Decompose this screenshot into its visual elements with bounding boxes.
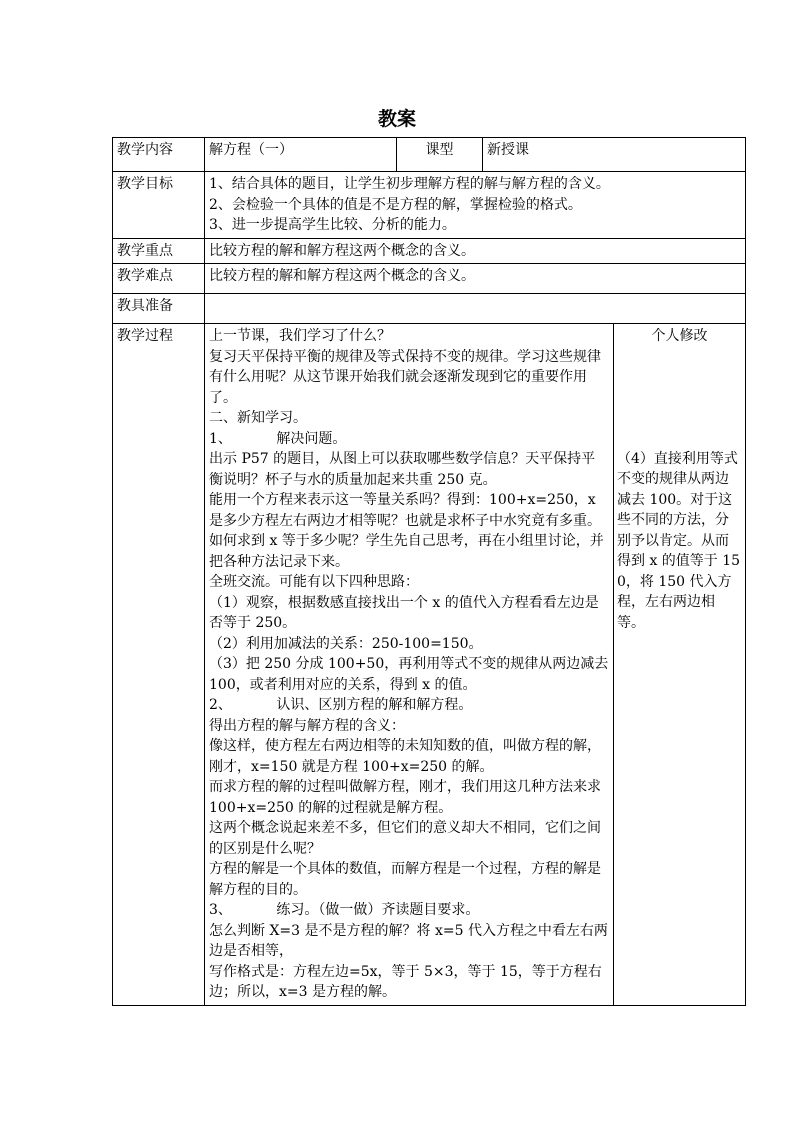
type-label: 课型 [397, 138, 483, 172]
process-line: 上一节课，我们学习了什么？ [209, 328, 391, 344]
row-goals [113, 172, 746, 239]
difficulty-value: 比较方程的解和解方程这两个概念的含义。 [205, 264, 746, 294]
materials-label: 教具准备 [113, 294, 205, 324]
process-body [205, 324, 614, 1006]
process-line: 写作格式是：方程左边=5x，等于 5×3，等于 15，等于方程右边；所以，x=3 是方程的解。 [209, 963, 602, 1000]
goals-label: 教学目标 [113, 172, 205, 239]
process-line: 3、 练习。（做一做）齐读题目要求。 [209, 902, 480, 918]
process-line: （3）把 250 分成 100+50，再利用等式不变的规律从两边减去 100，或者利用对应的关系，得到 x 的值。 [209, 656, 613, 693]
focus-value: 比较方程的解和解方程这两个概念的含义。 [205, 238, 746, 264]
row-focus [113, 238, 746, 264]
goal-line: 1、结合具体的题目，让学生初步理解方程的解与解方程的含义。 [209, 176, 610, 192]
process-line: （2）利用加减法的关系：250-100=150。 [209, 635, 483, 652]
process-line: 像这样，使方程左右两边相等的未知知数的值，叫做方程的解，刚才，x=150 就是方程 100+x=250 的解。 [209, 738, 601, 775]
row-materials [113, 294, 746, 324]
process-line: 这两个概念说起来差不多，但它们的意义却大不相同，它们之间的区别是什么呢？ [209, 820, 601, 857]
modification-note: （4）直接利用等式不变的规律从两边减去 100。对于这些不同的方法，分别予以肯定。从而得到 x 的值等于 150，将 150 代入方程，左右两边相等。 [617, 450, 741, 631]
process-line: 方程的解是一个具体的数值，而解方程是一个过程，方程的解是解方程的目的。 [209, 861, 601, 898]
focus-label: 教学重点 [113, 238, 205, 264]
content-label: 教学内容 [113, 138, 205, 172]
process-line: 得出方程的解与解方程的含义： [209, 717, 405, 734]
process-line: 复习天平保持平衡的规律及等式保持不变的规律。学习这些规律有什么用呢？从这节课开始我们就会逐渐发现到它的重要作用了。 [209, 348, 601, 406]
process-line: （1）观察，根据数感直接找出一个 x 的值代入方程看看左边是否等于 250。 [209, 594, 599, 631]
personal-modification [614, 324, 746, 1006]
process-line: 全班交流。可能有以下四种思路： [209, 574, 419, 590]
process-line: 二、新知学习。 [209, 410, 307, 426]
process-line: 能用一个方程来表示这一等量关系吗？得到：100+x=250，x 是多少方程左右两边才相等呢？也就是求杯子中水究竟有多重。如何求到 x 等于多少呢？学生先自己思考，再在小组里讨论，并把各种方法记录下来。 [209, 492, 604, 570]
modification-header: 个人修改 [651, 328, 708, 344]
goal-line: 3、进一步提高学生比较、分析的能力。 [209, 217, 456, 233]
modification-spacer [617, 347, 742, 449]
goals-value [205, 172, 746, 239]
type-value: 新授课 [483, 138, 746, 172]
process-label: 教学过程 [113, 324, 205, 1006]
goal-line: 2、会检验一个具体的值是不是方程的解，掌握检验的格式。 [209, 196, 582, 213]
content-value: 解方程（一） [205, 138, 397, 172]
lesson-plan-table [112, 137, 746, 1006]
process-line: 出示 P57 的题目，从图上可以获取哪些数学信息？天平保持平衡说明？杯子与水的质量加起来共重 250 克。 [209, 451, 596, 488]
difficulty-label: 教学难点 [113, 264, 205, 294]
row-content [113, 138, 746, 172]
process-line: 而求方程的解的过程叫做解方程，刚才，我们用这几种方法来求 100+x=250 的解的过程就是解方程。 [209, 779, 606, 816]
process-line: 怎么判断 X=3 是不是方程的解？将 x=5 代入方程之中看左右两边是否相等， [209, 922, 608, 959]
process-line: 1、 解决问题。 [209, 430, 347, 447]
row-process [113, 324, 746, 1006]
process-line: 2、 认识、区别方程的解和解方程。 [209, 697, 473, 713]
doc-title: 教案 [377, 108, 416, 130]
row-difficulty [113, 264, 746, 294]
materials-value [205, 294, 746, 324]
